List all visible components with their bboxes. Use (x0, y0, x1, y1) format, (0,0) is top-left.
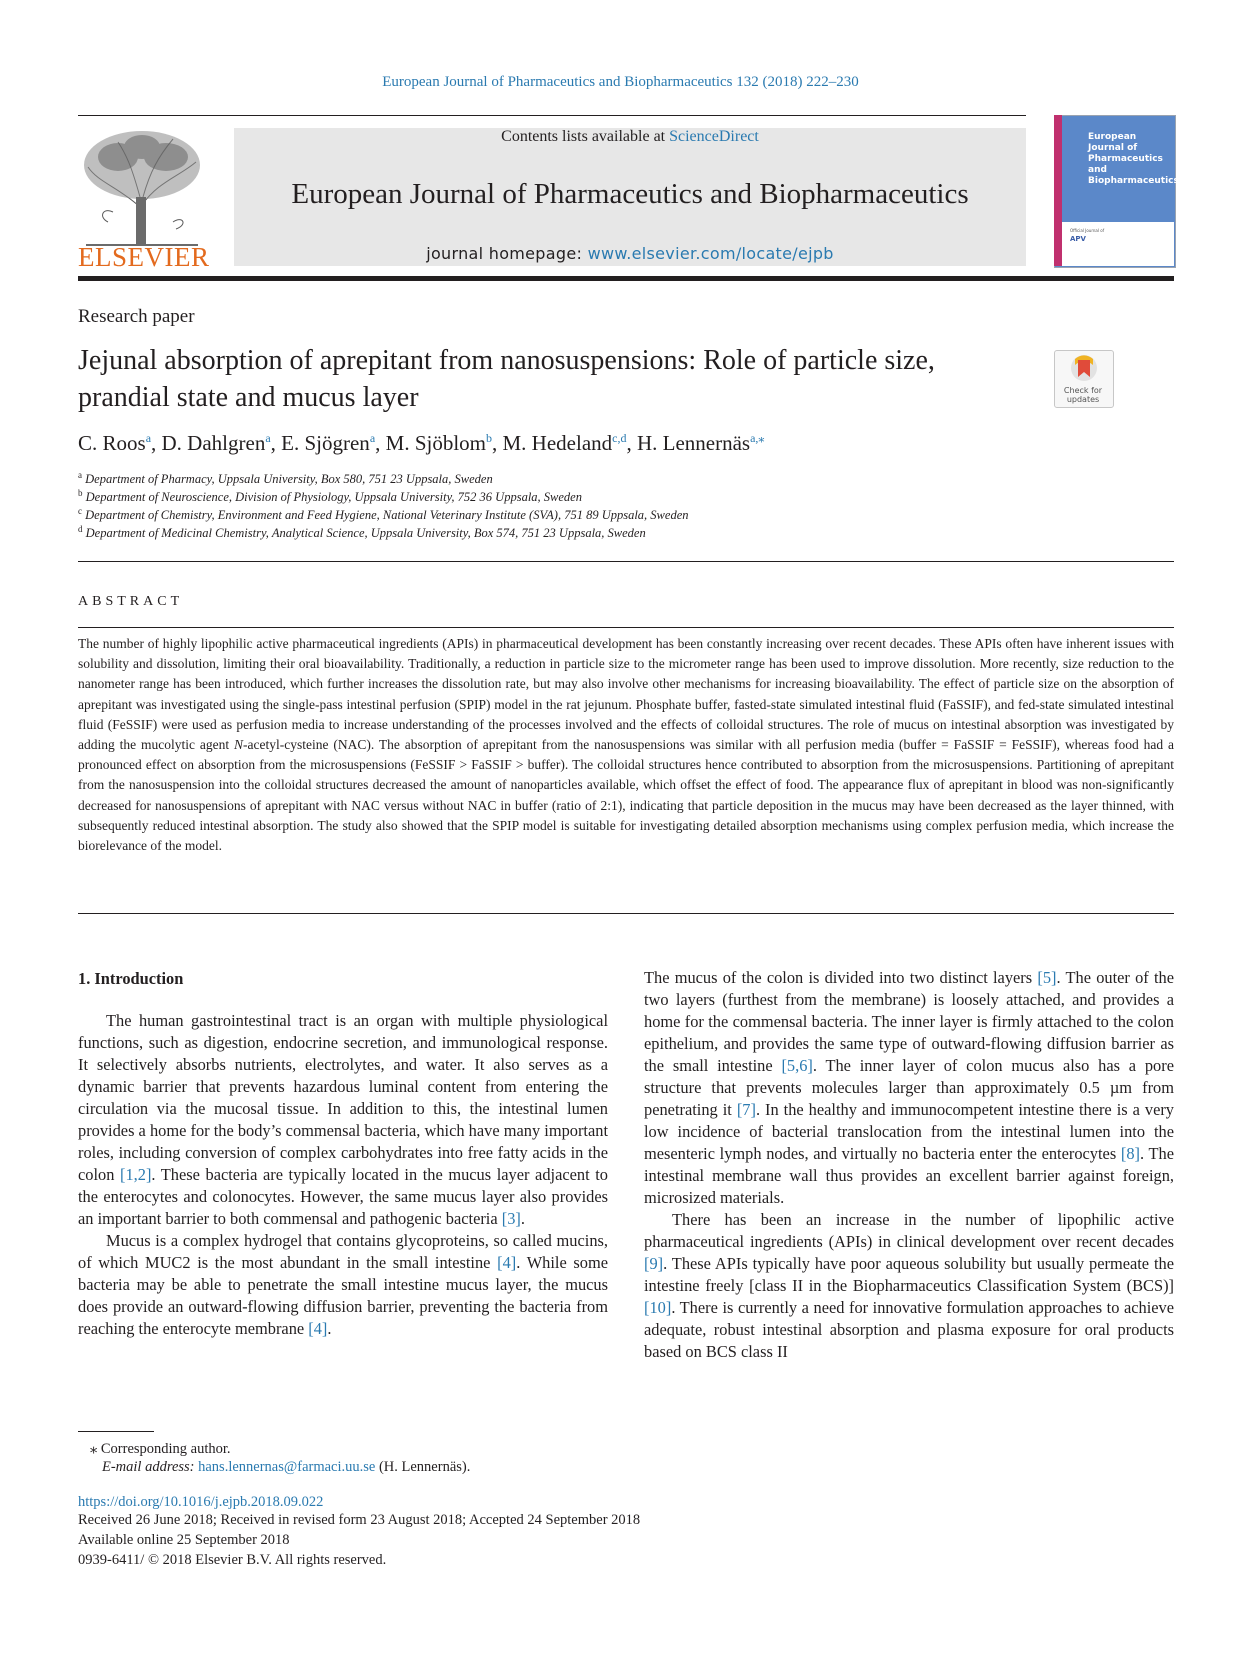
abstract-rule-bottom (78, 913, 1174, 914)
affiliation-d (78, 524, 646, 541)
affiliation-b (78, 488, 582, 505)
abstract-text (78, 634, 1174, 856)
text-run: . (520, 1209, 525, 1228)
author-affil-sup[interactable]: a (265, 431, 271, 445)
citation-link[interactable]: [10] (644, 1298, 672, 1317)
text-run: There has been an increase in the number of lipophilic active pharmaceutical ingredients (APIs) in clinical development over recent decades (644, 1210, 1174, 1251)
body-column-left (78, 1010, 608, 1340)
affil-key: d (78, 524, 83, 534)
email-note (102, 1459, 470, 1476)
journal-title: European Journal of Pharmaceutics and Biopharmaceutics (291, 178, 969, 210)
author-name[interactable]: C. Roos (78, 431, 146, 455)
author-affil-sup[interactable]: a (369, 431, 376, 445)
text-run: . These bacteria are typically located in the mucus layer adjacent to the enterocytes and colonocytes. However, the same mucus layer also provides an important barrier to both commensal and pathogenic bacteria (78, 1165, 608, 1228)
citation-link[interactable]: [5] (1037, 968, 1057, 987)
header-rule (78, 115, 1026, 116)
affil-text: Department of Neuroscience, Division of Physiology, Uppsala University, 752 36 Uppsala, Sweden (85, 490, 582, 505)
affil-key: a (78, 470, 82, 480)
title-line-2: prandial state and mucus layer (78, 382, 419, 413)
affil-key: b (78, 488, 83, 498)
citation-link[interactable]: [1,2] (120, 1165, 152, 1184)
text-run: . In the healthy and immunocompetent intestine there is a very low incidence of bacterial translocation from the intestinal lumen into the mesenteric lymph nodes, and virtually no bacteria enter the enterocytes (644, 1100, 1174, 1163)
author-affil-sup[interactable]: a,⁎ (750, 431, 765, 445)
affil-text: Department of Medicinal Chemistry, Analytical Science, Uppsala University, Box 574, 751 23 Uppsala, Sweden (85, 526, 646, 541)
cover-mark: APV (1070, 235, 1086, 243)
cover-title-line: Pharmaceutics and (1088, 154, 1163, 175)
affiliation-c (78, 506, 689, 523)
abstract-part-1: The number of highly lipophilic active pharmaceutical ingredients (APIs) in pharmaceutical development has been constantly increasing over recent decades. These APIs often have inherent issues with solubility and dissolution, limiting their oral bioavailability. Traditionally, a reduction in particle size to the micrometer range has been used to improve dissolution. More recently, size reduction to the nanometer range has been introduced, which further increases the dissolution rate, but may also involve other mechanisms for increasing bioavailability. The effect of particle size on the absorption of aprepitant was investigated using the single-pass intestinal perfusion (SPIP) model in the rat jejunum. Phosphate buffer, fasted-state simulated intestinal fluid (FaSSIF), and fed-state simulated intestinal fluid (FeSSIF) were used as perfusion media to increase understanding of the processes involved and the effects of colloidal structures. The role of mucus on intestinal absorption was investigated by adding the mucolytic agent (78, 636, 1174, 753)
abstract-heading: ABSTRACT (78, 594, 184, 609)
copyright: 0939-6411/ © 2018 Elsevier B.V. All rights reserved. (78, 1552, 387, 1568)
body-paragraph (78, 1010, 608, 1230)
abstract-nac-italic: N (234, 737, 244, 753)
text-run: The human gastrointestinal tract is an organ with multiple physiological functions, such as digestion, endocrine secretion, and immunological response. It selectively absorbs nutrients, electrolytes, and water. It also serves as a dynamic barrier that prevents hazardous luminal content from entering the circulation via the mucosal tissue. In addition to this, the intestinal lumen provides a home for the body’s commensal bacteria, which have many important roles, including conversion of complex carbohydrates into free fatty acids in the colon (78, 1011, 608, 1184)
contents-line (234, 128, 1026, 146)
affil-text: Department of Chemistry, Environment and Feed Hygiene, National Veterinary Institute (SVA), 751 89 Uppsala, Sweden (85, 508, 689, 523)
cover-title-line: European (1088, 132, 1137, 142)
cover-title (1088, 132, 1179, 187)
text-run: The mucus of the colon is divided into two distinct layers (644, 968, 1038, 987)
author-name[interactable]: M. Sjöblom (385, 431, 486, 455)
text-run: . There is currently a need for innovative formulation approaches to achieve adequate, robust intestinal absorption and plasma exposure for oral products based on BCS class II (644, 1298, 1174, 1361)
abstract-rule-top (78, 627, 1174, 628)
sciencedirect-link[interactable]: ScienceDirect (669, 128, 759, 145)
affil-key: c (78, 506, 82, 516)
author-affil-sup[interactable]: a (145, 431, 152, 445)
text-run: Mucus is a complex hydrogel that contains glycoproteins, so called mucins, of which MUC2 is the most abundant in the small intestine (78, 1231, 608, 1272)
citation-link[interactable]: [9] (644, 1254, 664, 1273)
article-type: Research paper (78, 306, 195, 327)
email-suffix: (H. Lennernäs). (375, 1459, 471, 1475)
citation-link[interactable]: [8] (1120, 1144, 1141, 1163)
body-paragraph (644, 967, 1174, 1209)
author-name[interactable]: D. Dahlgren (161, 431, 266, 455)
title-line-1: Jejunal absorption of aprepitant from nanosuspensions: Role of particle size, (78, 345, 935, 376)
journal-reference-link[interactable]: European Journal of Pharmaceutics and Biopharmaceutics 132 (2018) 222–230 (382, 74, 859, 90)
text-run: . While some bacteria may be able to penetrate the small intestine mucus layer, the mucus does provide an outward-flowing diffusion barrier, preventing the bacteria from reaching the enterocyte membrane (78, 1253, 608, 1338)
check-badge-line: Check for (1063, 386, 1103, 395)
received-dates: Received 26 June 2018; Received in revised form 23 August 2018; Accepted 24 September 2018 (78, 1512, 641, 1528)
cover-title-line: Biopharmaceutics (1088, 176, 1179, 186)
check-for-updates-label (1054, 386, 1112, 404)
author-name[interactable]: M. Hedeland (502, 431, 613, 455)
available-online: Available online 25 September 2018 (78, 1532, 290, 1548)
bookmark-icon (1055, 351, 1113, 387)
citation-link[interactable]: [3] (501, 1209, 521, 1228)
corresponding-author-note: ⁎ Corresponding author. (90, 1441, 231, 1457)
text-run: . (327, 1319, 332, 1338)
email-label: E-mail address: (102, 1459, 199, 1475)
text-run: . The intestinal membrane wall thus provides an excellent barrier against foreign, microsized materials. (644, 1144, 1174, 1207)
citation-link[interactable]: [7] (736, 1100, 756, 1119)
text-run: . These APIs typically have poor aqueous solubility but usually permeate the intestine freely [class II in the Biopharmaceutics Classification System (BCS)] (644, 1254, 1174, 1295)
homepage-link[interactable]: www.elsevier.com/locate/ejpb (587, 244, 834, 263)
header-thick-rule (78, 276, 1174, 281)
affiliation-rule (78, 561, 1174, 562)
text-run: . The inner layer of colon mucus also has a pore structure that prevents molecules larger than approximately 0.5 µm from penetrating it (644, 1056, 1174, 1119)
author-list: C. Roos$^a$, D. Dahlgren$^a$, E. Sjögren$^a$, M. Sjöblom$^b$, M. Hedeland$^{c,d}$, H. Lennernäs$^{a,⁎}$ (78, 431, 765, 455)
check-badge-line: updates (1066, 395, 1100, 404)
footnote-rule (78, 1431, 154, 1432)
body-paragraph (78, 1230, 608, 1340)
body-paragraph (644, 1209, 1174, 1363)
elsevier-wordmark: ELSEVIER (78, 242, 210, 272)
article-title (78, 342, 1038, 416)
affiliation-a (78, 470, 493, 487)
doi-link[interactable]: https://doi.org/10.1016/j.ejpb.2018.09.022 (78, 1494, 324, 1510)
text-run: . The outer of the two layers (furthest from the membrane) is loosely attached, and provides a home for the commensal bacteria. The inner layer is firmly attached to the colon epithelium, and provides the same type of outward-flowing diffusion barrier as the small intestine (644, 968, 1174, 1075)
cover-official-text: Official Journal of (1070, 228, 1105, 233)
citation-link[interactable]: [4] (497, 1253, 517, 1272)
contents-prefix: Contents lists available at (501, 128, 670, 145)
section-heading: 1. Introduction (78, 969, 184, 988)
citation-link[interactable]: [4] (308, 1319, 328, 1338)
author-name[interactable]: E. Sjögren (281, 431, 370, 455)
cover-strip (1054, 115, 1062, 266)
author-affil-sup[interactable]: b (486, 431, 492, 445)
body-column-right (644, 967, 1174, 1363)
abstract-part-2: -acetyl-cysteine (NAC). The absorption of aprepitant from the nanosuspensions was similar with all perfusion media (buffer = FaSSIF = FeSSIF), whereas food had a pronounced effect on absorption from the microsuspensions (FeSSIF > FaSSIF > buffer). The colloidal structures hence contributed to absorption from the microsuspensions. Partitioning of aprepitant from the nanosuspension into the colloidal structures decreased the amount of nanoparticles available, which offset the effect of food. The appearance flux of aprepitant in blood was non-significantly decreased for nanosuspensions of aprepitant with NAC versus without NAC in buffer (ratio of 2:1), indicating that particle deposition in the mucus may have been decreased as the layer thinned, with subsequently reduced intestinal absorption. The study also showed that the SPIP model is suitable for investigating detailed absorption mechanisms using complex perfusion media, which increase the biorelevance of the model. (78, 737, 1174, 854)
affil-text: Department of Pharmacy, Uppsala University, Box 580, 751 23 Uppsala, Sweden (85, 472, 493, 487)
journal-homepage (234, 244, 1026, 263)
email-link[interactable]: hans.lennernas@farmaci.uu.se (198, 1459, 376, 1475)
cover-title-line: Journal of (1088, 143, 1138, 153)
citation-link[interactable]: [5,6] (781, 1056, 813, 1075)
author-name[interactable]: H. Lennernäs (636, 431, 751, 455)
author-affil-sup[interactable]: c,d (612, 431, 627, 445)
homepage-prefix: journal homepage: (426, 244, 588, 263)
